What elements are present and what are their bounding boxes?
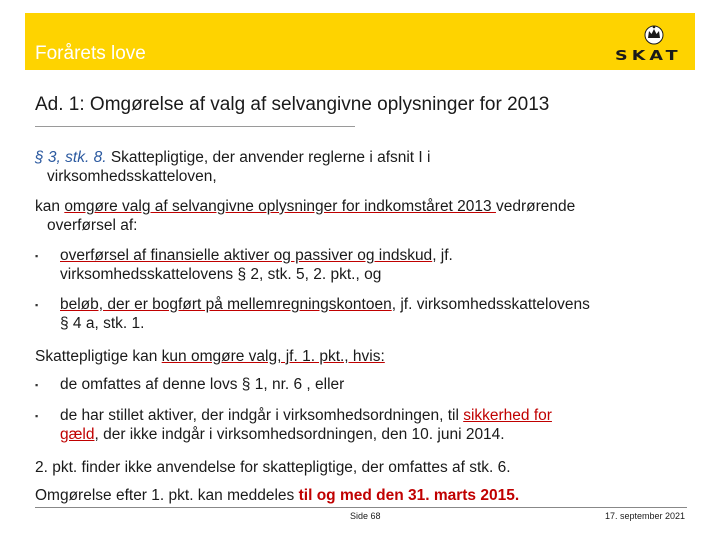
- footer-date: 17. september 2021: [604, 511, 685, 521]
- paragraph-2-link[interactable]: omgøre valg af selvangivne oplysninger for indkomståret 2013: [64, 198, 496, 215]
- paragraph-2-prefix: kan: [35, 198, 65, 215]
- list-item-highlight-b[interactable]: gæld: [60, 426, 95, 443]
- list-item-rest: , der ikke indgår i virksomhedsordningen, den 10. juni 2014.: [94, 426, 505, 443]
- skat-logo: [613, 21, 685, 67]
- header-banner: [25, 13, 695, 70]
- page-number: Side 68: [350, 511, 381, 521]
- paragraph-3: [35, 347, 685, 366]
- list-item: [60, 406, 690, 444]
- paragraph-4: 2. pkt. finder ikke anvendelse for skattepligtige, der omfattes af stk. 6.: [35, 459, 511, 476]
- paragraph-2-suffix: vedrørende: [495, 198, 576, 215]
- list-item-rest: , jf.: [432, 247, 453, 264]
- paragraph-2-line2: overførsel af:: [47, 217, 138, 234]
- list-item-text: de omfattes af denne lovs § 1, nr. 6 , eller: [60, 376, 345, 393]
- list-item-text: de har stillet aktiver, der indgår i virksomhedsordningen, til: [60, 407, 464, 424]
- list-item-rest: , jf. virksomhedsskattelovens: [391, 296, 590, 313]
- list-item: [60, 375, 690, 394]
- bullet-icon: ▪: [35, 380, 39, 390]
- paragraph-5-prefix: Omgørelse efter 1. pkt. kan meddeles: [35, 487, 299, 504]
- paragraph-2: [35, 197, 685, 235]
- paragraph-1-text-a: Skattepligtige, der anvender reglerne i afsnit I i: [106, 149, 431, 166]
- footer-divider: [35, 507, 687, 508]
- list-item-line2: virksomhedsskattelovens § 2, stk. 5, 2. pkt., og: [60, 266, 382, 283]
- paragraph-1-text-b: virksomhedsskatteloven,: [47, 168, 217, 185]
- crown-icon: [643, 23, 665, 45]
- paragraph-1: [35, 148, 685, 186]
- heading-divider: [35, 126, 355, 127]
- list-item-highlight-a[interactable]: sikkerhed for: [463, 407, 552, 424]
- paragraph-5: [35, 486, 685, 505]
- list-item: [60, 246, 690, 284]
- bullet-icon: ▪: [35, 300, 39, 310]
- list-item-line2: § 4 a, stk. 1.: [60, 315, 145, 332]
- bullet-icon: ▪: [35, 251, 39, 261]
- logo-text: SKAT: [615, 49, 682, 64]
- list-item: [60, 295, 690, 333]
- bullet-icon: ▪: [35, 411, 39, 421]
- law-reference: § 3, stk. 8.: [35, 149, 107, 166]
- paragraph-3-prefix: Skattepligtige kan: [35, 348, 162, 365]
- slide-heading: Ad. 1: Omgørelse af valg af selvangivne oplysninger for 2013: [35, 94, 550, 115]
- list-item-link[interactable]: overførsel af finansielle aktiver og passiver og indskud: [60, 247, 433, 264]
- list-item-link[interactable]: beløb, der er bogført på mellemregningskontoen: [60, 296, 392, 313]
- deadline-highlight: til og med den 31. marts 2015.: [298, 487, 520, 504]
- page-title: Forårets love: [35, 43, 146, 64]
- paragraph-3-link[interactable]: kun omgøre valg, jf. 1. pkt., hvis:: [161, 348, 385, 365]
